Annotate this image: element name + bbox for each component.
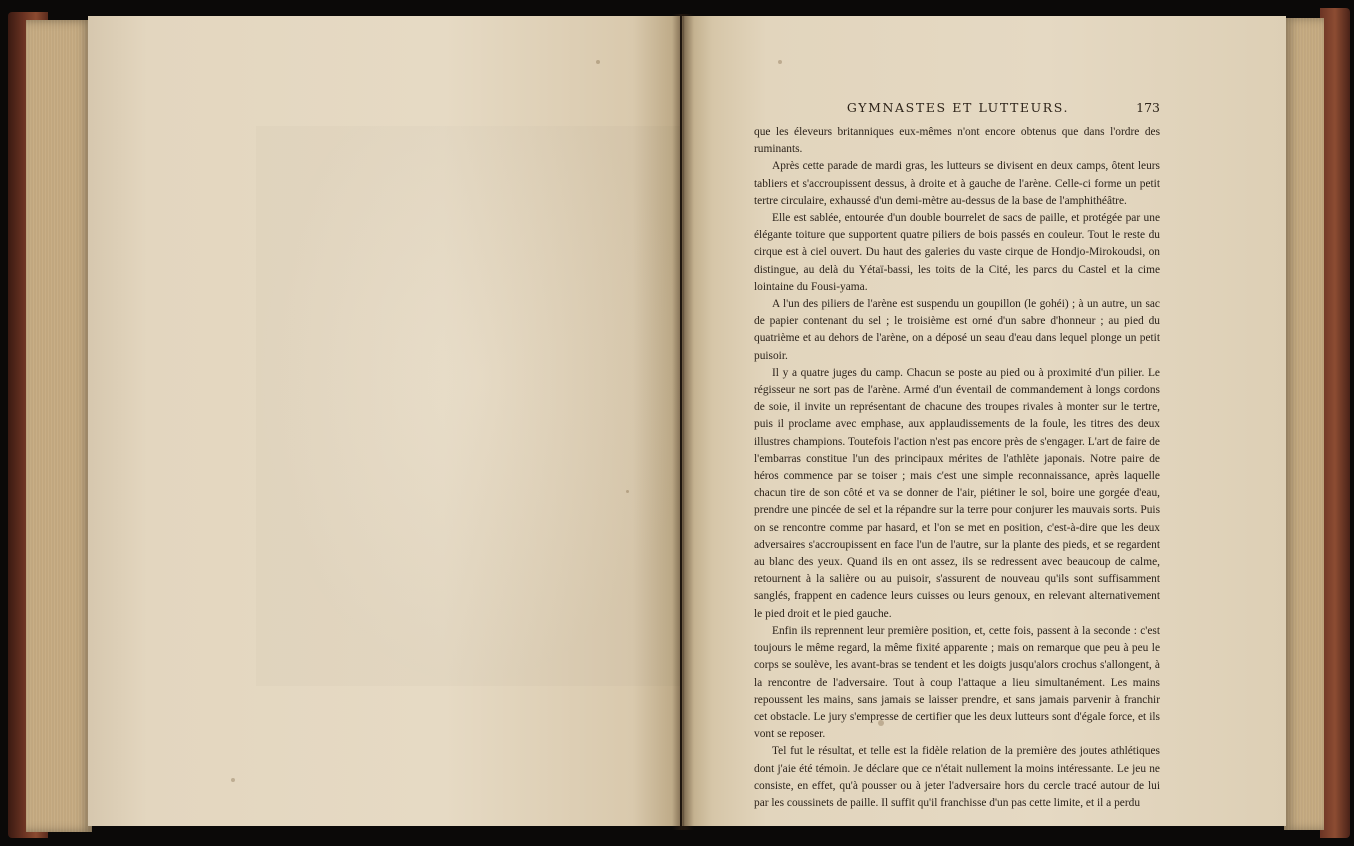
page-number: 173 (1136, 100, 1160, 115)
book-gutter (672, 14, 694, 830)
paragraph: que les éleveurs britanniques eux-mêmes n'ont encore obtenus que dans l'ordre des ruminants. (754, 126, 1160, 156)
paragraph: A l'un des piliers de l'arène est suspendu un goupillon (le gohéi) ; à un autre, un sac de papier contenant du sel ; le troisième est orné d'un sabre d'honneur ; au pied du quatrième et au dehors de l'arène, on a déposé un seau d'eau dans lequel plonge un petit puisoir. (754, 298, 1160, 362)
right-cover (1320, 8, 1350, 838)
paragraph: Après cette parade de mardi gras, les lutteurs se divisent en deux camps, ôtent leurs tabliers et s'accroupissent dessus, à droite et à gauche de l'arène. Celle-ci forme un petit tertre circulaire, exhaussé d'un demi-mètre au-dessus de la base de l'amphithéâtre. (754, 160, 1160, 207)
right-page-edges (1284, 18, 1324, 830)
running-title: GYMNASTES ET LUTTEURS. (846, 100, 1070, 115)
faded-plate-area (256, 126, 696, 686)
foxing-spot (778, 60, 782, 64)
paragraph: Elle est sablée, entourée d'un double bourrelet de sacs de paille, et protégée par une élégante toiture que supportent quatre piliers de bois passés en couleur. Tout le reste du cirque est à ciel ouvert. Du haut des galeries du vaste cirque de Hondjo-Mirokoudsi, on distingue, au delà du Yétaï-bassi, les toits de la Cité, les parcs du Castel et la cime lointaine du Fousi-yama. (754, 212, 1160, 293)
body-text (754, 124, 1160, 809)
paragraph: Enfin ils reprennent leur première position, et, cette fois, passent à la seconde : c'est toujours le même regard, la même fixité apparente ; mais on remarque que peu à peu le corps se soulève, les avant-bras se tendent et les doigts jusqu'alors crochus s'allongent, à la rencontre de l'adversaire. Tout à coup l'attaque a lieu simultanément. Les mains repoussent les mains, sans jamais se laisser prendre, et sans jamais parvenir à franchir cet obstacle. Le jury s'empresse de certifier que les deux lutteurs sont d'égale force, et ils vont se reposer. (754, 624, 1160, 741)
foxing-spot (626, 490, 629, 493)
left-page-edges (26, 20, 92, 832)
paragraph: Tel fut le résultat, et telle est la fidèle relation de la première des joutes athlétiques dont j'aie été témoin. Je déclare que ce n'était nullement la moins intéressante. Le jeu ne consiste, en effet, qu'à pousser ou à jeter l'adversaire hors du cercle tracé autour de lui par les coussinets de paille. Il suffit qu'il franchisse d'un pas cette limite, et il a perdu (754, 745, 1160, 809)
paragraph: Il y a quatre juges du camp. Chacun se poste au pied ou à proximité d'un pilier. Le régisseur ne sort pas de l'arène. Armé d'un éventail de commandement à longs cordons de soie, il invite un représentant de chacune des troupes rivales à monter sur le tertre, puis il proclame avec emphase, aux applaudissements de la foule, les titres des deux illustres champions. Toutefois l'action n'est pas encore près de s'engager. L'art de faire de l'embarras constitue l'un des principaux mérites de l'athlète japonais. Notre paire de héros commence par se toiser ; mais c'est une simple reconnaissance, après laquelle chacun tire de son côté et va se donner de l'air, piétiner le sol, boire une gorgée d'eau, prendre une pincée de sel et la répandre sur la terre pour conjurer les mauvais sorts. Puis on se rencontre comme par hasard, et l'on se met en position, c'est-à-dire que les deux adversaires s'accroupissent en face l'un de l'autre, sur la plante des pieds, et se regardent au blanc des yeux. Quand ils en ont assez, ils se redressent avec beaucoup de calme, retournent à la salière ou au puisoir, s'assurent de nouveau qu'ils sont suffisamment sanglés, frappent en cadence leurs cuisses ou leurs genoux, en relevant alternativement le pied droit et le pied gauche. (754, 366, 1160, 620)
foxing-spot (231, 778, 235, 782)
running-head (756, 100, 1160, 120)
left-page-blank (88, 16, 680, 826)
foxing-spot (596, 60, 600, 64)
